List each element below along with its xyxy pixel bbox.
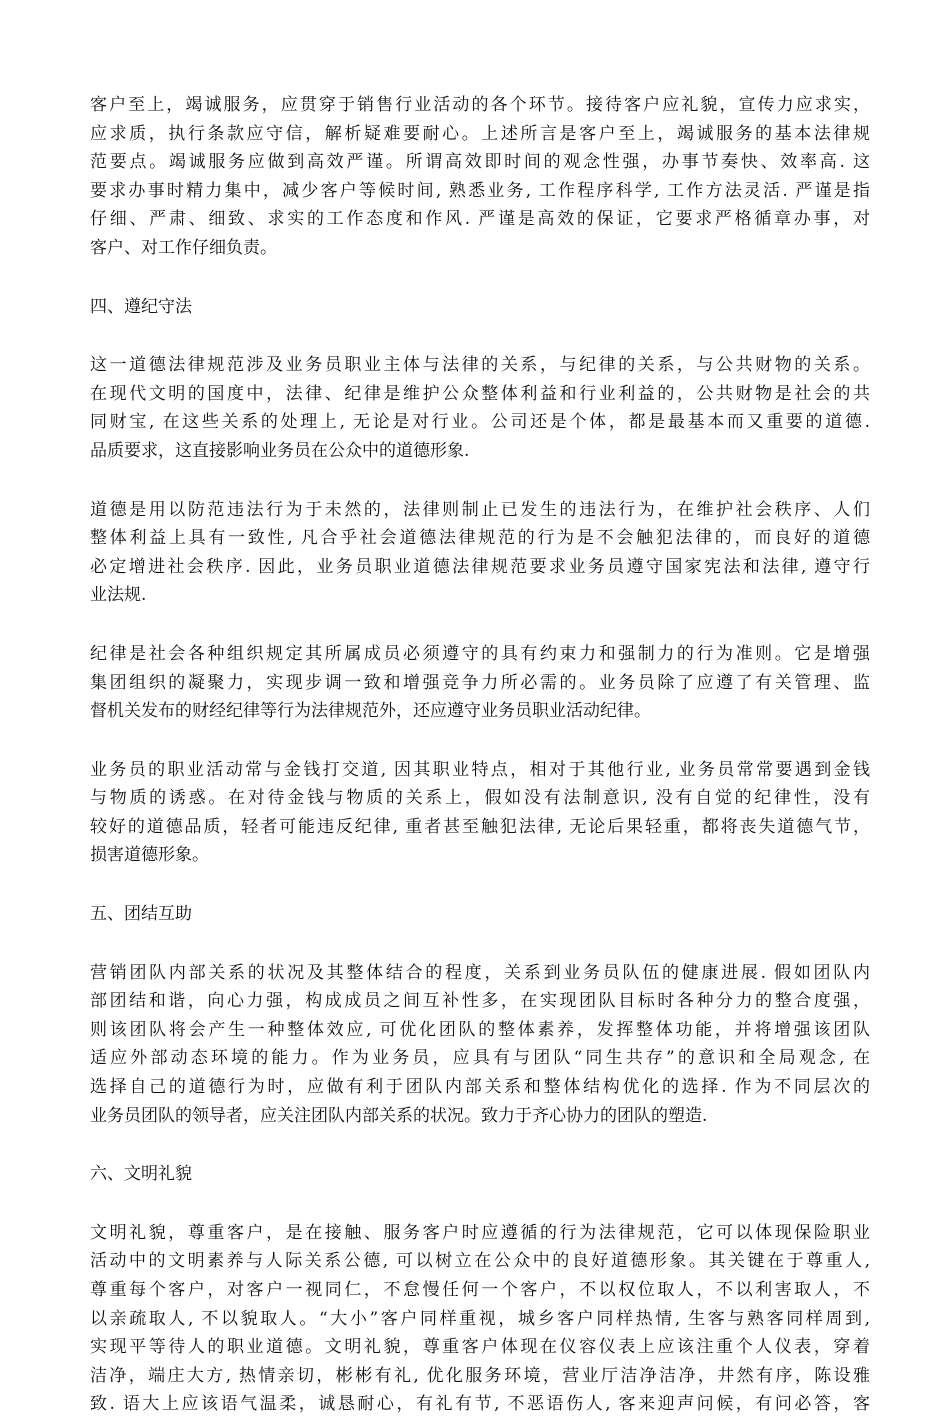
text-line: 集团组织的凝聚力，实现步调一致和增强竞争力所必需的。业务员除了应遵了有关管理、监: [90, 672, 870, 693]
paragraph-law-relations: [90, 351, 870, 465]
text-line: 这一道德法律规范涉及业务员职业主体与法律的关系，与纪律的关系，与公共财物的关系。: [90, 355, 870, 376]
text-line: 道德是用以防范违法行为于未然的，法律则制止已发生的违法行为，在维护社会秩序、人们: [90, 499, 870, 520]
text-line: 督机关发布的财经纪律等行为法律规范外，还应遵守业务员职业活动纪律。: [90, 701, 651, 722]
text-line: 实现平等待人的职业道德。文明礼貌，尊重客户体现在仪容仪表上应该注重个人仪表，穿着: [90, 1337, 870, 1358]
text-line: 损害道德形象。: [90, 845, 209, 866]
text-line: 业法规.: [90, 585, 147, 606]
text-line: 应求质，执行条款应守信，解析疑难要耐心。上述所言是客户至上，竭诚服务的基本法律规: [90, 123, 870, 144]
text-line: 品质要求，这直接影响业务员在公众中的道德形象.: [90, 440, 470, 461]
paragraph-teamwork: [90, 959, 870, 1131]
text-line: 在现代文明的国度中，法律、纪律是维护公众整体利益和行业利益的，公共财物是社会的共: [90, 383, 870, 404]
text-line: 必定增进社会秩序. 因此，业务员职业道德法律规范要求业务员遵守国家宪法和法律, 遵守行: [90, 556, 870, 577]
text-line: 则该团队将会产生一种整体效应, 可优化团队的整体素养，发挥整体功能，并将增强该团队: [90, 1019, 870, 1040]
text-line: 以亲疏取人, 不以貌取人。“大小”客户同样重视，城乡客户同样热情, 生客与熟客同样周到,: [90, 1308, 870, 1329]
text-line: 文明礼貌，尊重客户，是在接触、服务客户时应遵循的行为法律规范，它可以体现保险职业: [90, 1222, 870, 1243]
text-line: 业务员的职业活动常与金钱打交道, 因其职业特点，相对于其他行业, 业务员常常要遇到金钱: [90, 759, 870, 780]
text-line: 选择自己的道德行为时，应做有利于团队内部关系和整体结构优化的选择. 作为不同层次的: [90, 1077, 870, 1098]
text-line: 要求办事时精力集中，减少客户等候时间, 熟悉业务, 工作程序科学, 工作方法灵活. 严谨是指: [90, 180, 870, 201]
text-line: 致. 语大上应该语气温柔，诚恳耐心，有礼有节, 不恶语伤人, 客来迎声问候，有问必答，客: [90, 1394, 870, 1415]
text-line: 客户至上，竭诚服务，应贯穿于销售行业活动的各个环节。接待客户应礼貌，宣传力应求实，: [90, 95, 870, 115]
text-line: 客户、对工作仔细负责。: [90, 237, 277, 258]
text-line: 适应外部动态环境的能力。作为业务员，应具有与团队“同生共存”的意识和全局观念, 在: [90, 1048, 870, 1069]
text-line: 尊重每个客户，对客户一视同仁，不怠慢任何一个客户，不以权位取人，不以利害取人，不: [90, 1280, 870, 1300]
text-line: 较好的道德品质，轻者可能违反纪律, 重者甚至触犯法律, 无论后果轻重，都将丧失道德气节，: [90, 816, 870, 837]
section-heading-courtesy: 六、文明礼貌: [90, 1164, 192, 1185]
section-heading-law: 四、遵纪守法: [90, 296, 192, 317]
text-line: 仔细、严肃、细致、求实的工作态度和作风. 严谨是高效的保证，它要求严格循章办事，对: [90, 209, 870, 230]
text-line: 与物质的诱惑。在对待金钱与物质的关系上，假如没有法制意识, 没有自觉的纪律性，没有: [90, 788, 870, 809]
text-line: 营销团队内部关系的状况及其整体结合的程度，关系到业务员队伍的健康进展. 假如团队内: [90, 962, 870, 983]
paragraph-morality-law: [90, 496, 870, 610]
paragraph-discipline: [90, 640, 870, 726]
text-line: 整体利益上具有一致性, 凡合乎社会道德法律规范的行为是不会触犯法律的，而良好的道德: [90, 528, 870, 549]
text-line: 洁净，端庄大方, 热情亲切，彬彬有礼, 优化服务环境，营业厅洁净洁净，井然有序，陈设雅: [90, 1365, 870, 1386]
text-line: 同财宝, 在这些关系的处理上, 无论是对行业。公司还是个体，都是最基本而又重要的道德.: [90, 412, 870, 433]
paragraph-money-temptation: [90, 756, 870, 870]
document-page: [90, 91, 870, 1419]
paragraph-courtesy: [90, 1219, 870, 1419]
text-line: 业务员团队的领导者，应关注团队内部关系的状况。致力于齐心协力的团队的塑造.: [90, 1105, 708, 1126]
text-line: 范要点。竭诚服务应做到高效严谨。所谓高效即时间的观念性强，办事节奏快、效率高. 这: [90, 152, 870, 173]
text-line: 活动中的文明素养与人际关系公德, 可以树立在公众中的良好道德形象。其关键在于尊重人,: [90, 1251, 870, 1272]
text-line: 纪律是社会各种组织规定其所属成员必须遵守的具有约束力和强制力的行为准则。它是增强: [90, 643, 870, 664]
text-line: 部团结和谐，向心力强，构成成员之间互补性多，在实现团队目标时各种分力的整合度强，: [90, 991, 870, 1012]
paragraph-service: [90, 91, 870, 263]
section-heading-teamwork: 五、团结互助: [90, 904, 192, 925]
